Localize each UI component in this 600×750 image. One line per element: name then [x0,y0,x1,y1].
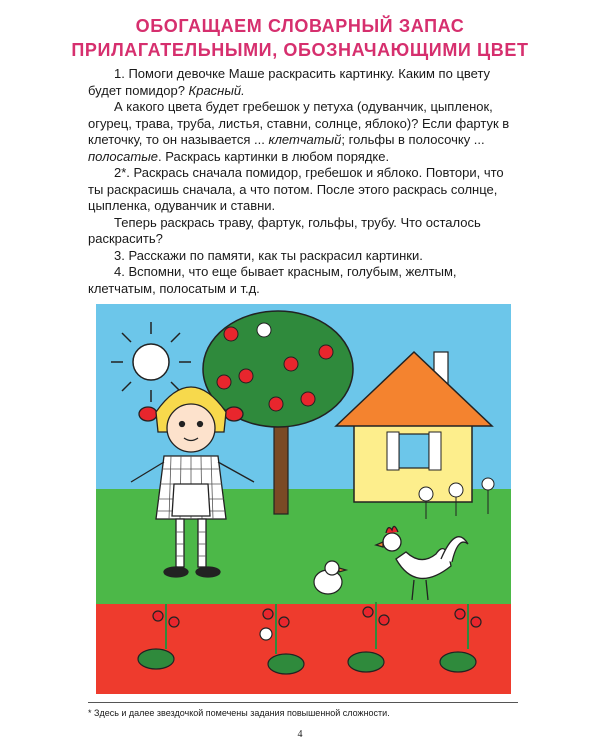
face [167,404,215,452]
title-line-1: ОБОГАЩАЕМ СЛОВАРНЫЙ ЗАПАС [135,16,465,36]
socks-text: ; гольфы в полосочку ... [341,132,485,147]
cucumber [138,649,174,669]
hair-bow-left [139,407,157,421]
paragraph-task-1 [88,66,516,99]
apple [319,345,333,359]
shoe-left [164,567,188,577]
page-title [0,14,600,62]
task-1-text: 1. Помоги девочке Маше раскрасить картинку. Каким по цвету будет помидор? [88,66,491,98]
title-line-2: ПРИЛАГАТЕЛЬНЫМИ, ОБОЗНАЧАЮЩИМИ ЦВЕТ [71,40,529,60]
apple [217,375,231,389]
order-text: . Раскрась картинки в любом порядке. [158,148,390,164]
apple [284,357,298,371]
apple [224,327,238,341]
paragraph-colors-question [88,99,516,165]
window [399,434,429,468]
paragraph-task-2: 2*. Раскрась сначала помидор, гребешок и яблоко. Повтори, что ты раскрасишь сначала, а что потом. После этого раскрась солнце, цыпленка, одуванчик и ставни. [88,165,504,213]
task-1-answer: Красный. [188,82,245,98]
illustration-svg [96,304,511,694]
exercise-text [88,66,516,297]
cucumber [348,652,384,672]
answer-striped: полосатые [88,148,159,164]
paragraph-task-4: 4. Вспомни, что еще бывает красным, голубым, желтым, клетчатым, полосатым и т.д. [88,264,457,296]
apron [172,484,210,516]
shutter-left [387,432,399,470]
hair-bow-right [225,407,243,421]
shoe-right [196,567,220,577]
apple [239,369,253,383]
cucumber [440,652,476,672]
cucumber [268,654,304,674]
apple-uncolored [257,323,271,337]
coloring-illustration [96,304,511,694]
colors-question-text: А какого цвета будет гребешок у петуха (одуванчик, цыпленок, огурец, трава, труба, листья, ставни, солнце, яблоко)? Если фартук в клеточку, то он называется ... [88,99,510,147]
page-number: 4 [297,729,303,740]
footnote: * Здесь и далее звездочкой помечены задания повышенной сложности. [88,702,518,719]
paragraph-task-2-continued: Теперь раскрась траву, фартук, гольфы, трубу. Что осталось раскрасить? [88,214,481,246]
apple [269,397,283,411]
striped-sock-left [176,519,184,567]
striped-sock-right [198,519,206,567]
shutter-right [429,432,441,470]
apple [301,392,315,406]
paragraph-task-3: 3. Расскажи по памяти, как ты раскрасил картинки. [114,247,423,263]
answer-checkered: клетчатый [268,132,342,147]
